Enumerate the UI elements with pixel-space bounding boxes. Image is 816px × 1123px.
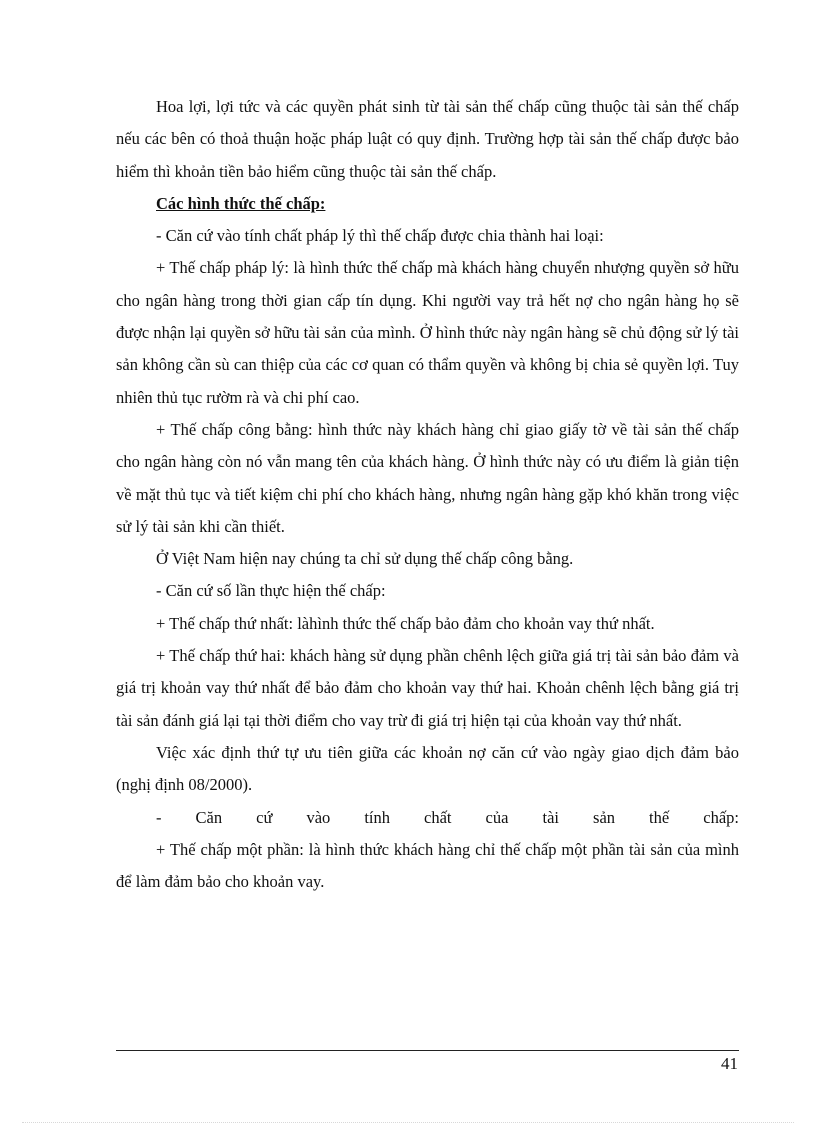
footer-divider: [116, 1050, 739, 1051]
document-body: [116, 91, 739, 898]
paragraph-second-mortgage: + Thế chấp thứ hai: khách hàng sử dụng phần chênh lệch giữa giá trị tài sản bảo đảm và giá trị khoản vay thứ nhất để bảo đảm cho khoản vay thứ hai. Khoản chênh lệch bằng giá trị tài sản đánh giá lại tại thời điểm cho vay trừ đi giá trị hiện tại của khoản vay thứ nhất.: [116, 646, 739, 730]
page-number: 41: [721, 1054, 738, 1073]
paragraph-vietnam-practice: Ở Việt Nam hiện nay chúng ta chỉ sử dụng thế chấp công bằng.: [156, 549, 574, 569]
paragraph-equitable-mortgage: + Thế chấp công bằng: hình thức này khách hàng chỉ giao giấy tờ về tài sản thế chấp cho ngân hàng còn nó vẫn mang tên của khách hàng. Ở hình thức này có ưu điểm là giản tiện về mặt thủ tục và tiết kiệm chi phí cho khách hàng, nhưng ngân hàng gặp khó khăn trong việc sử lý tài sản khi cần thiết.: [116, 419, 739, 536]
paragraph-legal-mortgage: + Thế chấp pháp lý: là hình thức thế chấp mà khách hàng chuyển nhượng quyền sở hữu cho ngân hàng trong thời gian cấp tín dụng. Khi người vay trả hết nợ cho ngân hàng họ sẽ được nhận lại quyền sở hữu tài sản của mình. Ở hình thức này ngân hàng sẽ chủ động sử lý tài sản không cần sù can thiệp của các cơ quan có thẩm quyền và không bị chia sẻ quyền lợi. Tuy nhiên thủ tục rườm rà và chi phí cao.: [116, 258, 739, 407]
section-heading-mortgage-forms: Các hình thức thế chấp:: [156, 193, 326, 213]
paragraph-legal-basis: - Căn cứ vào tính chất pháp lý thì thế chấp được chia thành hai loại:: [156, 226, 604, 246]
paragraph-first-mortgage: + Thế chấp thứ nhất: làhình thức thế chấp bảo đảm cho khoản vay thứ nhất.: [156, 613, 655, 633]
paragraph-number-of-times: - Căn cứ số lần thực hiện thế chấp:: [156, 581, 386, 601]
paragraph-asset-nature: - Căn cứ vào tính chất của tài sản thế chấp:: [156, 807, 739, 827]
paragraph-priority-order: Việc xác định thứ tự ưu tiên giữa các khoản nợ căn cứ vào ngày giao dịch đảm bảo (nghị định 08/2000).: [116, 742, 739, 795]
paragraph-collateral-income: Hoa lợi, lợi tức và các quyền phát sinh từ tài sản thế chấp cũng thuộc tài sản thế chấp nếu các bên có thoả thuận hoặc pháp luật có quy định. Trường hợp tài sản thế chấp được bảo hiểm thì khoản tiền bảo hiểm cũng thuộc tài sản thế chấp.: [116, 97, 739, 181]
paragraph-partial-mortgage: + Thế chấp một phần: là hình thức khách hàng chỉ thế chấp một phần tài sản của mình để làm đảm bảo cho khoản vay.: [116, 839, 739, 892]
